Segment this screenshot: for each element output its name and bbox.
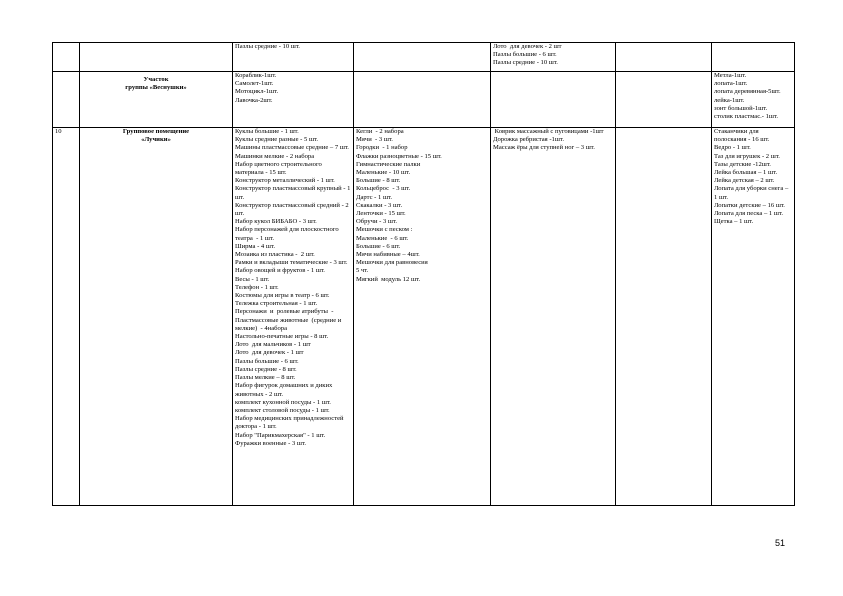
cell-line: Кольцеброс - 3 шт. (356, 185, 411, 193)
cell-line: Самолет-1шт. (235, 80, 274, 88)
cell-line: Лото для девочек - 1 шт (235, 349, 304, 357)
cell-line: Стаканчики для полоскания - 16 шт. (714, 128, 770, 144)
cell-line: Ширма - 4 шт. (235, 242, 275, 250)
health-equipment-cell (491, 128, 616, 506)
household-cell (712, 72, 795, 128)
row-number: 10 (53, 128, 80, 506)
cell-line: Фуражки военные - 3 шт. (235, 439, 307, 447)
cell-line: Мягкий модуль 12 шт. (356, 275, 421, 283)
cell-line: Конструктор пластмассовый средний - 2 шт. (235, 201, 351, 218)
cell-line: Пазлы большие - 6 шт. (493, 51, 557, 59)
cell-line: Ленточки - 15 шт. (356, 210, 406, 218)
cell-line: Лото для мальчиков - 1 шт (235, 341, 311, 349)
cell-line: Лопатки детские – 16 шт. (714, 201, 785, 209)
cell-line: Дартс - 1 шт. (356, 193, 393, 201)
cell-line: Флажки разноцветные - 15 шт. (356, 152, 442, 160)
cell-line: Набор медицинских принадлежностей доктора - 1 шт. (235, 415, 346, 431)
cell-line: Костюмы для игры в театр - 6 шт. (235, 292, 330, 300)
cell-line: Лавочка-2шт. (235, 96, 273, 104)
cell-line: Машины пластмассовые средние – 7 шт. (235, 144, 349, 152)
sport-equipment-cell (354, 128, 491, 506)
table-row (53, 72, 795, 128)
cell-line: Конструктор металлический - 1 шт. (235, 177, 335, 185)
cell-line: Лото для девочек - 2 шт (493, 43, 562, 50)
cell-line: Большие - 8 шт. (356, 177, 401, 185)
cell-line: Лопата для уборки снега – 1 шт. (714, 185, 790, 201)
cell-line: Метла-1шт. (714, 72, 747, 79)
room-name-cell (80, 128, 233, 506)
room-name-cell (80, 43, 233, 72)
cell-line: зонт большой-1шт. (714, 104, 768, 112)
cell-line: Весы - 1 шт. (235, 275, 270, 283)
cell-line: Ведро - 1 шт. (714, 144, 751, 152)
equipment-cell (233, 128, 354, 506)
cell-line: Мешочки для равновесия (356, 259, 428, 267)
cell-line: Набор кукол БИБАБО - 3 шт. (235, 218, 317, 226)
cell-line: Пазлы средние - 10 шт. (235, 43, 300, 50)
cell-line: Кегли - 2 набора (356, 128, 404, 135)
cell-line: «Лучики» (141, 136, 171, 144)
cell-line: Кораблик-1шт. (235, 72, 277, 79)
cell-line: Куклы средние разные - 5 шт. (235, 136, 319, 144)
cell-line: Конструктор пластмассовый крупный - 1 шт. (235, 185, 353, 201)
cell-line: Тазы детские -12шт. (714, 160, 771, 168)
cell-line: Набор фигурок домашних и диких животных - 2 шт. (235, 382, 334, 398)
cell-line: Мешочки с песком : (356, 226, 413, 234)
household-cell (712, 43, 795, 72)
cell-line: комплект кухонной посуды - 1 шт. (235, 398, 331, 406)
cell-line: Набор "Парикмахерская" - 1 шт. (235, 431, 326, 439)
cell-line: Набор персонажей для плоскостного театра - 1 шт. (235, 226, 341, 242)
cell-line: лопата-1шт. (714, 80, 748, 88)
cell-line: Обручи - 3 шт. (356, 218, 398, 226)
cell-line: Куклы большие - 1 шт. (235, 128, 299, 135)
sport-equipment-cell (354, 43, 491, 72)
table-row (53, 43, 795, 72)
cell-line: столик пластмас.- 1шт. (714, 113, 779, 121)
table-row (53, 128, 795, 506)
cell-line: Таз для игрушек - 2 шт. (714, 152, 780, 160)
cell-line: лейка-1шт. (714, 96, 745, 104)
cell-line: Городки - 1 набор (356, 144, 408, 152)
cell-line: Лопата для песка – 1 шт. (714, 210, 783, 218)
row-number (53, 43, 80, 72)
cell-line: Пазлы мелкие – 8 шт. (235, 374, 296, 382)
inventory-table (52, 42, 795, 506)
empty-cell (616, 128, 712, 506)
cell-line: Настольно-печатные игры - 8 шт. (235, 333, 329, 341)
cell-line: Лейка большая – 1 шт. (714, 169, 778, 177)
cell-line: Телефон - 1 шт. (235, 283, 279, 291)
health-equipment-cell (491, 43, 616, 72)
cell-line: Набор цветного строительного материала - 15 шт. (235, 160, 324, 177)
cell-line: Машинки мелкие - 2 набора (235, 152, 315, 160)
page-number: 51 (775, 538, 786, 548)
sport-equipment-cell (354, 72, 491, 128)
cell-line: Групповое помещение (122, 128, 190, 135)
cell-line: Массаж ёры для ступней ног – 3 шт. (493, 144, 595, 152)
cell-line: Персонажи и ролевые атрибуты - Пластмассовые животные (средние и мелкие) - 4набора (235, 308, 343, 332)
cell-line: Мозаика из пластика - 2 шт. (235, 251, 315, 259)
cell-line: Набор овощей и фруктов - 1 шт. (235, 267, 325, 275)
empty-cell (616, 43, 712, 72)
cell-line: Рамки и вкладыши тематические - 3 шт. (235, 259, 348, 267)
row-number (53, 72, 80, 128)
cell-line: Мячи - 3 шт. (356, 136, 393, 144)
cell-line: Пазлы средние - 10 шт. (493, 59, 558, 67)
cell-line: группы «Веснушки» (125, 84, 187, 92)
cell-line: Коврик массажный с пуговицами -1шт (493, 128, 604, 135)
empty-cell (616, 72, 712, 128)
equipment-cell (233, 72, 354, 128)
cell-line: Участок (143, 76, 169, 83)
cell-line: Маленькие - 6 шт. (356, 234, 409, 242)
cell-line: Скакалки - 3 шт. (356, 201, 403, 209)
cell-line: Маленькие - 10 шт. (356, 169, 411, 177)
cell-line: 5 чт. (356, 267, 369, 275)
cell-line: Гимнастические палки (356, 160, 421, 168)
cell-line: Большие - 6 шт. (356, 242, 401, 250)
cell-line: Пазлы большие - 6 шт. (235, 357, 299, 365)
cell-line: лопата деревянная-5шт. (714, 88, 781, 96)
cell-line: Мотоцикл-1шт. (235, 88, 279, 96)
cell-line: Мячи набивные – 4шт. (356, 251, 420, 259)
room-name-cell (80, 72, 233, 128)
cell-line: Дорожка ребристая -1шт. (493, 136, 564, 144)
cell-line: Лейка детская – 2 шт. (714, 177, 775, 185)
health-equipment-cell (491, 72, 616, 128)
equipment-cell (233, 43, 354, 72)
cell-line: Тележка строительная - 1 шт. (235, 300, 318, 308)
household-cell (712, 128, 795, 506)
cell-line: комплект столовой посуды - 1 шт. (235, 406, 330, 414)
cell-line: Пазлы средние - 8 шт. (235, 365, 297, 373)
cell-line: Щетка – 1 шт. (714, 218, 754, 226)
